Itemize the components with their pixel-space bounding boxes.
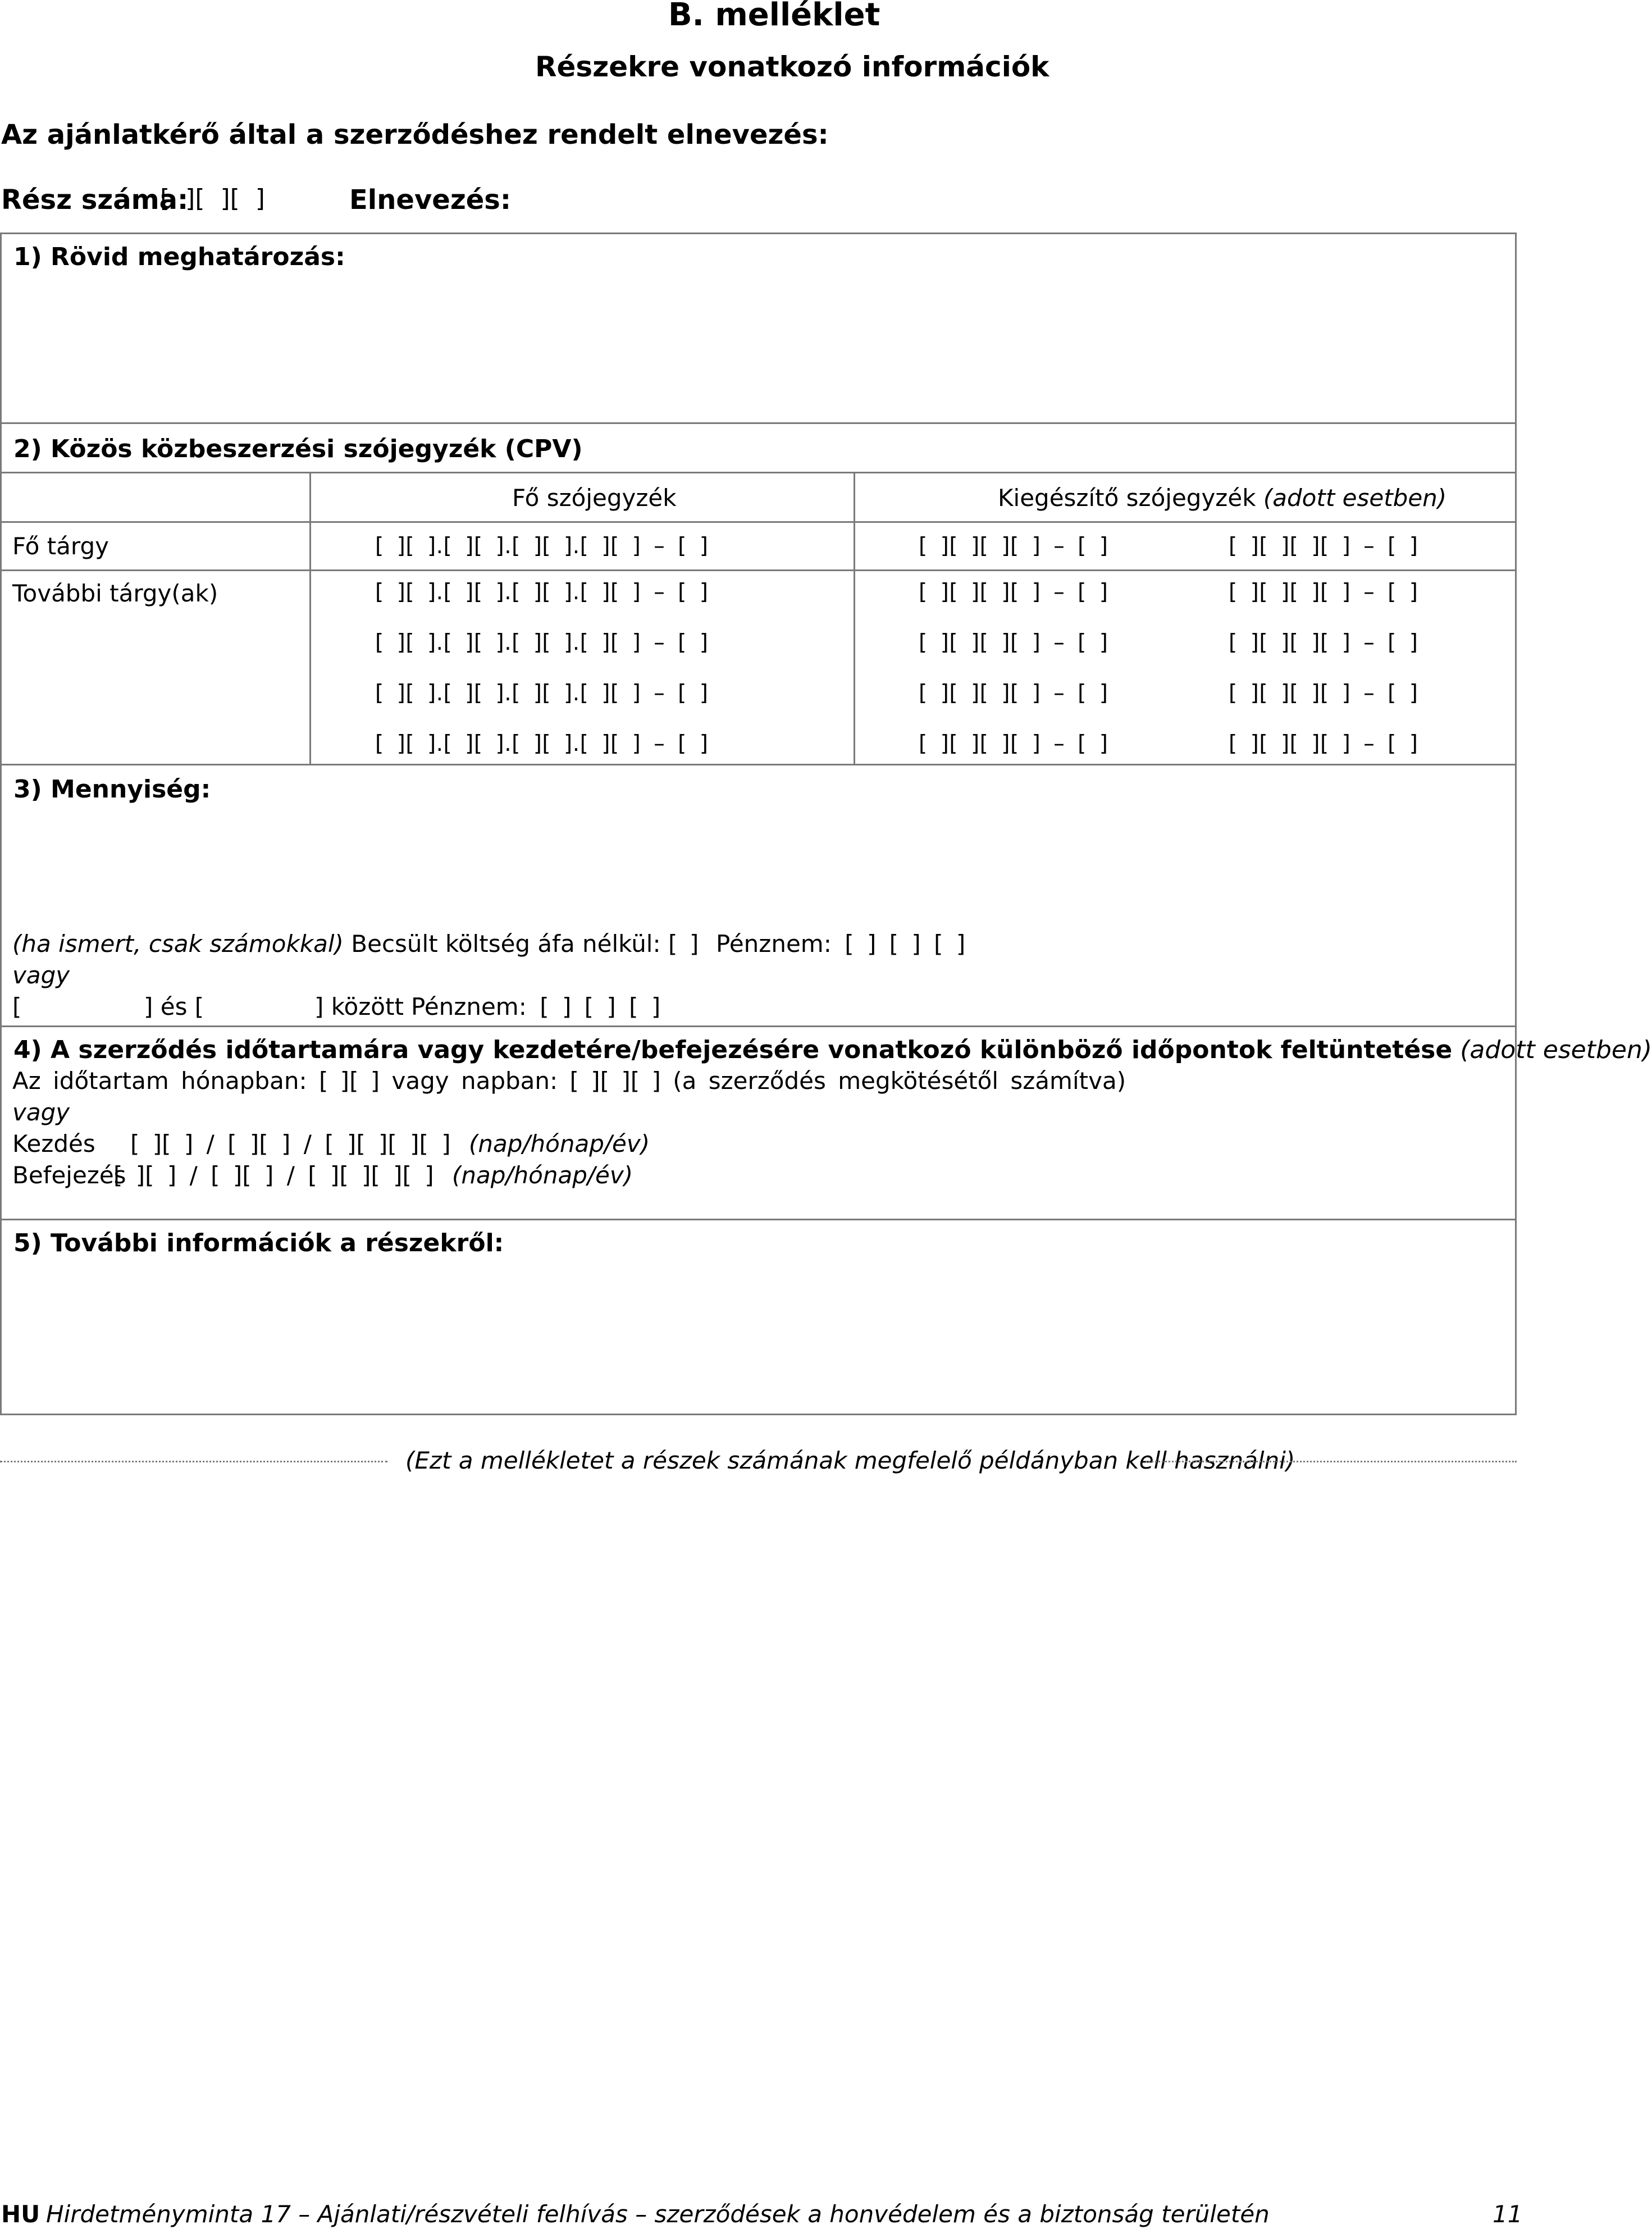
cpv-row-main: Fő tárgy: [12, 532, 109, 560]
section2-label: 2) Közös közbeszerzési szójegyzék (CPV): [13, 435, 583, 463]
cpv-col-supplementary: [998, 484, 1446, 512]
usage-note: (Ezt a mellékletet a részek számának megfelelő példányban kell használni): [405, 1447, 1295, 1474]
cpv-supp-code-2[interactable]: [ ][ ][ ][ ] – [ ]: [1229, 534, 1418, 559]
cpv-header-top: [0, 472, 1517, 473]
cpv-additional-supp-code[interactable]: [ ][ ][ ][ ] – [ ]: [1229, 731, 1418, 756]
cpv-additional-code[interactable]: [ ][ ].[ ][ ].[ ][ ].[ ][ ] – [ ]: [375, 580, 709, 605]
frame-left: [0, 233, 2, 1415]
frame-right: [1515, 233, 1517, 1415]
range-min-input[interactable]: [22, 990, 140, 1018]
or-text: vagy: [12, 961, 70, 989]
range-max-input[interactable]: [197, 990, 309, 1018]
cpv-col-divider-2: [854, 472, 855, 765]
section4-label: 4) A szerződés időtartamára vagy kezdetére/befejezésére vonatkozó különböző időpontok feltüntetése: [13, 1036, 1453, 1064]
section4-note: (adott esetben): [1460, 1036, 1652, 1064]
additional-info-field[interactable]: [3, 1266, 1512, 1410]
cpv-additional-code[interactable]: [ ][ ].[ ][ ].[ ][ ].[ ][ ] – [ ]: [375, 731, 709, 756]
cpv-additional-code[interactable]: [ ][ ].[ ][ ].[ ][ ].[ ][ ] – [ ]: [375, 630, 709, 655]
end-date-field[interactable]: [ ][ ] / [ ][ ] / [ ][ ][ ][ ]: [113, 1161, 434, 1189]
estimate-close: ]: [690, 930, 699, 958]
divider-section2: [0, 422, 1517, 424]
frame-top: [0, 233, 1517, 234]
currency-field[interactable]: Pénznem: [ ] [ ] [ ]: [716, 930, 966, 958]
cpv-header-bottom: [0, 521, 1517, 523]
end-date-format: (nap/hónap/év): [452, 1161, 633, 1189]
estimate-note: (ha ismert, csak számokkal): [12, 930, 344, 958]
cpv-col-supp-note: (adott esetben): [1263, 484, 1447, 512]
range-open: [: [12, 993, 22, 1020]
cpv-additional-supp-code[interactable]: [ ][ ][ ][ ] – [ ]: [919, 630, 1108, 655]
cpv-col-divider-1: [309, 472, 311, 765]
cpv-additional-supp-code[interactable]: [ ][ ][ ][ ] – [ ]: [1229, 681, 1418, 706]
dotted-leader-right: [1146, 1461, 1517, 1462]
cpv-additional-supp-code[interactable]: [ ][ ][ ][ ] – [ ]: [1229, 630, 1418, 655]
start-date-format: (nap/hónap/év): [469, 1130, 650, 1157]
range-and: ] és [: [144, 993, 204, 1020]
range-between: ] között: [314, 993, 404, 1020]
cpv-additional-code[interactable]: [ ][ ].[ ][ ].[ ][ ].[ ][ ] – [ ]: [375, 681, 709, 706]
cpv-row-additional: További tárgy(ak): [12, 580, 218, 607]
section4-or-text: vagy: [12, 1098, 70, 1126]
section3-label: 3) Mennyiség:: [13, 775, 211, 804]
estimated-cost-input[interactable]: [573, 927, 685, 955]
cpv-table-bottom: [0, 764, 1517, 765]
footer-lang: HU: [1, 2200, 40, 2228]
lot-title-label: Elnevezés:: [349, 184, 512, 216]
end-label: Befejezés: [12, 1161, 126, 1189]
divider-section5: [0, 1219, 1517, 1220]
cpv-additional-supp-code[interactable]: [ ][ ][ ][ ] – [ ]: [919, 731, 1108, 756]
frame-bottom: [0, 1414, 1517, 1415]
cpv-additional-supp-code[interactable]: [ ][ ][ ][ ] – [ ]: [919, 681, 1108, 706]
cpv-main-code[interactable]: [ ][ ].[ ][ ].[ ][ ].[ ][ ] – [ ]: [375, 534, 709, 559]
annex-title: B. melléklet: [668, 0, 880, 33]
cpv-col-supp-text: Kiegészítő szójegyzék: [998, 484, 1256, 512]
short-description-field[interactable]: [3, 281, 1512, 418]
divider-section4: [0, 1025, 1517, 1027]
estimate-text: Becsült költség áfa nélkül: [: [351, 930, 678, 958]
footer-page-number: 11: [1493, 2200, 1523, 2228]
footer-text: Hirdetményminta 17 – Ajánlati/részvételi felhívás – szerződések a honvédelem és a biztonság területén: [46, 2200, 1270, 2228]
cpv-main-row-bottom: [0, 569, 1517, 571]
start-label: Kezdés: [12, 1130, 95, 1157]
range-currency-field[interactable]: Pénznem: [ ] [ ] [ ]: [411, 993, 661, 1020]
cpv-additional-supp-code[interactable]: [ ][ ][ ][ ] – [ ]: [919, 580, 1108, 605]
cpv-additional-supp-code[interactable]: [ ][ ][ ][ ] – [ ]: [1229, 580, 1418, 605]
contract-name-label: Az ajánlatkérő által a szerződéshez rendelt elnevezés:: [1, 119, 829, 151]
cpv-col-main: Fő szójegyzék: [512, 484, 677, 512]
section5-label: 5) További információk a részekről:: [13, 1229, 504, 1257]
dotted-leader-left: [0, 1461, 387, 1462]
lot-number-label: Rész száma:: [1, 184, 189, 216]
duration-line[interactable]: Az időtartam hónapban: [ ][ ] vagy napban: [ ][ ][ ] (a szerződés megkötésétől számítva): [12, 1067, 1126, 1095]
section1-label: 1) Rövid meghatározás:: [13, 243, 345, 271]
section4-heading: [13, 1036, 1652, 1064]
cpv-supp-code-1[interactable]: [ ][ ][ ][ ] – [ ]: [919, 534, 1108, 559]
annex-subtitle: Részekre vonatkozó információk: [535, 51, 1049, 83]
lot-number-blank[interactable]: [ ][ ][ ]: [160, 184, 265, 213]
start-date-field[interactable]: [ ][ ] / [ ][ ] / [ ][ ][ ][ ]: [130, 1130, 451, 1157]
